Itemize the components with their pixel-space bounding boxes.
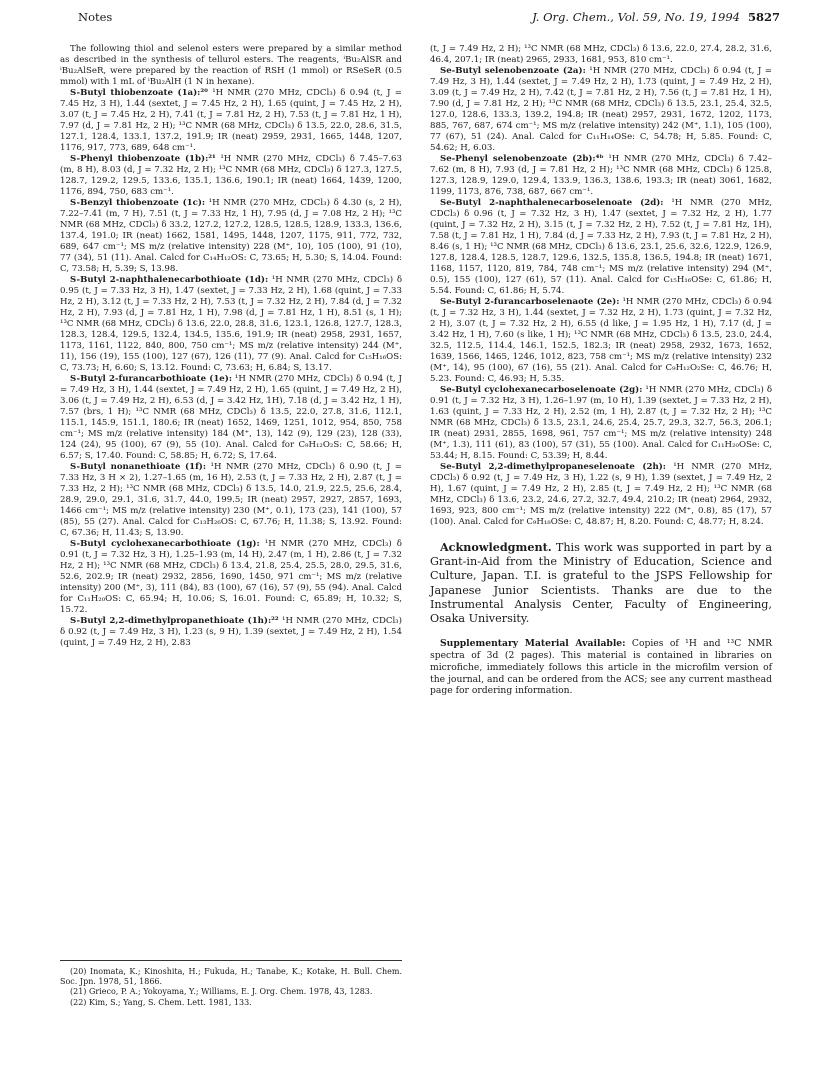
journal-citation <box>532 10 780 24</box>
compound-data: ¹H NMR (270 MHz, CDCl₃) δ 0.91 (t, J = 7.32 Hz, 3 H), 1.25–1.93 (m, 14 H), 2.47 (m, 1 H), 2.86 (t, J = 7.32 Hz, 2 H); ¹³C NMR (68 MHz, CDCl₃) δ 13.4, 21.8, 25.4, 25.5, 28.0, 29.5, 31.6, 52.6, 202.9; IR (neat) 2932, 2856, 1690, 1450, 971 cm⁻¹; MS m/z (relative intensity) 200 (M⁺, 3), 111 (84), 83 (100), 67 (16), 57 (9), 55 (94). Anal. Calcd for C₁₁H₂₀OS: C, 65.94; H, 10.06; S, 16.01. Found: C, 65.89; H, 10.32; S, 15.72. <box>60 539 402 615</box>
compound-data: ¹H NMR (270 MHz, CDCl₃) δ 0.94 (t, J = 7.49 Hz, 3 H), 1.44 (sextet, J = 7.49 Hz, 2 H), 1.65 (quint, J = 7.49 Hz, 2 H), 3.06 (t, J = 7.49 Hz, 2 H), 6.53 (d, J = 3.42 Hz, 1H), 7.18 (d, J = 3.42 Hz, 1 H), 7.57 (brs, 1 H); ¹³C NMR (68 MHz, CDCl₃) δ 13.5, 22.0, 27.8, 31.6, 112.1, 115.1, 145.9, 151.1, 180.6; IR (neat) 1652, 1469, 1251, 1012, 954, 850, 758 cm⁻¹; MS m/z (relative intensity) 184 (M⁺, 13), 142 (9), 129 (23), 128 (33), 124 (24), 95 (100), 67 (9), 55 (10). Anal. Calcd for C₉H₁₂O₂S: C, 58.66; H, 6.57; S, 17.40. Found: C, 58.85; H, 6.72; S, 17.64. <box>60 374 402 461</box>
supplementary-material <box>430 638 772 697</box>
compound-data: ¹H NMR (270 MHz, CDCl₃) δ 0.96 (t, J = 7.32 Hz, 3 H), 1.47 (sextet, J = 7.32 Hz, 2 H), 1.77 (quint, J = 7.32 Hz, 2 H), 3.15 (t, J = 7.32 Hz, 2 H), 7.52 (t, J = 7.81 Hz, 1H), 7.58 (t, J = 7.81 Hz, 1 H), 7.84 (d, J = 7.33 Hz, 2 H), 7.93 (t, J = 7.81 Hz, 2 H), 8.46 (s, 1 H); ¹³C NMR (68 MHz, CDCl₃) δ 13.6, 23.1, 25.6, 32.6, 122.9, 126.9, 127.8, 128.4, 128.5, 128.7, 129.6, 132.5, 135.8, 136.5, 194.8; IR (neat) 1671, 1168, 1157, 1120, 819, 784, 748 cm⁻¹; MS m/z (relative intensity) 294 (M⁺, 0.5), 155 (100), 127 (61), 57 (11). Anal. Calcd for C₁₅H₁₆OSe: C, 61.86; H, 5.54. Found: C, 61.86; H, 5.74. <box>430 198 773 296</box>
compound-name: S-Butyl 2,2-dimethylpropanethioate (1h):²² <box>70 616 279 626</box>
compound-name: S-Butyl 2-furancarbothioate (1e): <box>70 374 233 384</box>
compound-data: ¹H NMR (270 MHz, CDCl₃) δ 0.92 (t, J = 7.49 Hz, 3 H), 1.22 (s, 9 H), 1.39 (sextet, J = 7.49 Hz, 2 H), 1.67 (quint, J = 7.49 Hz, 2 H), 2.85 (t, J = 7.49 Hz, 2 H); ¹³C NMR (68 MHz, CDCl₃) δ 13.6, 23.2, 24.6, 27.2, 32.7, 49.4, 210.2; IR (neat) 2964, 2932, 1693, 923, 800 cm⁻¹; MS m/z (relative intensity) 222 (M⁺, 0.8), 85 (17), 57 (100). Anal. Calcd for C₉H₁₈OSe: C, 48.87; H, 8.20. Found: C, 48.77; H, 8.24. <box>430 462 772 527</box>
footnote-21: (21) Grieco, P. A.; Yokoyama, Y.; Williams, E. J. Org. Chem. 1978, 43, 1283. <box>70 987 373 997</box>
compound-name: S-Butyl nonanethioate (1f): <box>70 462 207 472</box>
entry-1a <box>60 88 402 154</box>
supplementary-text: Copies of ¹H and ¹³C NMR spectra of 3d (2 pages). This material is contained in libraries on microfiche, immediately follows this article in the microfilm version of the journal, and can be ordered from the ACS; see any current masthead page for ordering information. <box>430 638 772 697</box>
compound-name: S-Phenyl thiobenzoate (1b):²¹ <box>70 154 216 164</box>
entry-2g <box>430 385 772 462</box>
page-header <box>78 6 780 28</box>
compound-name: Se-Butyl cyclohexanecarboselenoate (2g): <box>440 385 643 395</box>
footnotes <box>60 960 402 1008</box>
entry-2a <box>430 66 772 154</box>
right-column <box>430 44 772 697</box>
entry-2e <box>430 297 772 385</box>
footnote-22: (22) Kim, S.; Yang, S. Chem. Lett. 1981, 133. <box>70 997 252 1007</box>
acknowledgment-title: Acknowledgment. <box>440 540 552 554</box>
compound-data: ¹H NMR (270 MHz, CDCl₃) δ 0.92 (t, J = 7.49 Hz, 3 H), 1.23 (s, 9 H), 1.39 (sextet, J = 7.49 Hz, 2 H), 1.54 (quint, J = 7.49 Hz, 2 H), 2.83 <box>60 616 402 648</box>
compound-data: ¹H NMR (270 MHz, CDCl₃) δ 0.91 (t, J = 7.32 Hz, 3 H), 1.26–1.97 (m, 10 H), 1.39 (sextet, J = 7.33 Hz, 2 H), 1.63 (quint, J = 7.33 Hz, 2 H), 2.52 (m, 1 H), 2.87 (t, J = 7.32 Hz, 2 H); ¹³C NMR (68 MHz, CDCl₃) δ 13.5, 23.1, 24.6, 25.4, 25.7, 29.3, 32.7, 56.3, 206.1; IR (neat) 2931, 2855, 1698, 961, 757 cm⁻¹; MS m/z (relative intensity) 248 (M⁺, 1.3), 111 (61), 83 (100), 57 (31), 55 (100). Anal. Calcd for C₁₁H₂₀OSe: C, 53.44; H, 8.15. Found: C, 53.39; H, 8.44. <box>430 385 772 461</box>
entry-1e <box>60 374 402 462</box>
entry-1g <box>60 539 402 616</box>
entry-1d <box>60 275 402 374</box>
section-label: Notes <box>78 10 113 24</box>
entry-2h <box>430 462 772 528</box>
compound-data: ¹H NMR (270 MHz, CDCl₃) δ 0.94 (t, J = 7.49 Hz, 3 H), 1.44 (sextet, J = 7.49 Hz, 2 H), 1.73 (quint, J = 7.49 Hz, 2 H), 3.09 (t, J = 7.49 Hz, 2 H), 7.42 (t, J = 7.81 Hz, 2 H), 7.56 (t, J = 7.81 Hz, 1 H), 7.90 (d, J = 7.81 Hz, 2 H); ¹³C NMR (68 MHz, CDCl₃) δ 13.5, 23.1, 25.4, 32.5, 127.0, 128.6, 133.3, 139.2, 194.8; IR (neat) 2957, 2931, 1672, 1202, 1173, 885, 767, 687, 674 cm⁻¹; MS m/z (relative intensity) 242 (M⁺, 1.1), 105 (100), 77 (67), 51 (24). Anal. Calcd for C₁₁H₁₄OSe: C, 54.78; H, 5.85. Found: C, 54.62; H, 6.03. <box>430 66 772 153</box>
intro-paragraph: The following thiol and selenol esters were prepared by a similar method as described in the synthesis of tellurol esters. The reagents, ⁱBu₂AlSR and ⁱBu₂AlSeR, were prepared by the reaction of RSH (1 mmol) or RSeSeR (0.5 mmol) with 1 mL of ⁱBu₂AlH (1 N in hexane). <box>60 44 402 87</box>
compound-data: ¹H NMR (270 MHz, CDCl₃) δ 7.45–7.63 (m, 8 H), 8.03 (d, J = 7.32 Hz, 2 H); ¹³C NMR (68 MHz, CDCl₃) δ 127.3, 127.5, 128.7, 129.2, 129.5, 133.6, 135.1, 136.6, 190.1; IR (neat) 1664, 1439, 1200, 1176, 894, 750, 683 cm⁻¹. <box>60 154 402 197</box>
acknowledgment <box>430 540 772 626</box>
supplementary-title: Supplementary Material Available: <box>440 638 626 650</box>
compound-name: Se-Butyl selenobenzoate (2a): <box>440 66 586 76</box>
entry-2d <box>430 198 772 297</box>
page-number: 5827 <box>747 10 780 24</box>
compound-data: ¹H NMR (270 MHz, CDCl₃) δ 0.94 (t, J = 7.32 Hz, 3 H), 1.44 (sextet, J = 7.32 Hz, 2 H), 1.73 (quint, J = 7.32 Hz, 2 H), 3.07 (t, J = 7.32 Hz, 2 H), 6.55 (d like, J = 1.95 Hz, 1 H), 7.17 (d, J = 3.42 Hz, 1 H), 7.60 (s like, 1 H); ¹³C NMR (68 MHz, CDCl₃) δ 13.5, 23.0, 24.4, 32.5, 112.5, 114.4, 146.1, 152.5, 182.3; IR (neat) 2958, 2932, 1673, 1652, 1639, 1566, 1465, 1246, 1012, 823, 758 cm⁻¹; MS m/z (relative intensity) 232 (M⁺, 14), 95 (100), 67 (16), 55 (21). Anal. Calcd for C₉H₁₂O₂Se: C, 46.76; H, 5.23. Found: C, 46.93; H, 5.35. <box>430 297 772 384</box>
compound-name: S-Butyl thiobenzoate (1a):²⁰ <box>70 88 208 98</box>
compound-data: ¹H NMR (270 MHz, CDCl₃) δ 7.42–7.62 (m, 8 H), 7.93 (d, J = 7.81 Hz, 2 H); ¹³C NMR (68 MHz, CDCl₃) δ 125.8, 127.3, 128.9, 129.0, 129.4, 133.9, 136.3, 138.6, 193.3; IR (neat) 3061, 1682, 1199, 1173, 876, 738, 687, 667 cm⁻¹. <box>430 154 772 197</box>
entry-1f <box>60 462 402 539</box>
compound-data: ¹H NMR (270 MHz, CDCl₃) δ 0.95 (t, J = 7.33 Hz, 3 H), 1.47 (sextet, J = 7.33 Hz, 2 H), 1.68 (quint, J = 7.33 Hz, 2 H), 3.12 (t, J = 7.33 Hz, 2 H), 7.53 (t, J = 7.32 Hz, 2 H), 7.84 (d, J = 7.32 Hz, 2 H), 7.93 (d, J = 7.81 Hz, 1 H), 7.98 (d, J = 7.81 Hz, 1 H), 8.51 (s, 1 H); ¹³C NMR (68 MHz, CDCl₃) δ 13.6, 22.0, 28.8, 31.6, 123.1, 126.8, 127.7, 128.3, 128.3, 128.4, 129.5, 132.4, 134.5, 135.6, 191.9; IR (neat) 2958, 2931, 1657, 1173, 1161, 1122, 840, 800, 750 cm⁻¹; MS m/z (relative intensity) 244 (M⁺, 11), 156 (19), 155 (100), 127 (67), 126 (11), 77 (9). Anal. Calcd for C₁₅H₁₆OS: C, 73.73; H, 6.60; S, 13.12. Found: C, 73.63; H, 6.84; S, 13.17. <box>60 275 402 373</box>
compound-name: S-Butyl 2-naphthalenecarbothioate (1d): <box>70 275 269 285</box>
left-column <box>60 44 402 649</box>
compound-data: ¹H NMR (270 MHz, CDCl₃) δ 0.94 (t, J = 7.45 Hz, 3 H), 1.44 (sextet, J = 7.45 Hz, 2 H), 1.65 (quint, J = 7.45 Hz, 2 H), 3.07 (t, J = 7.45 Hz, 2 H), 7.41 (t, J = 7.81 Hz, 2 H), 7.53 (t, J = 7.81 Hz, 1 H), 7.97 (d, J = 7.81 Hz, 2 H); ¹³C NMR (68 MHz, CDCl₃) δ 13.5, 22.0, 28.6, 31.5, 127.1, 128.4, 133.1, 137.2, 191.9; IR (neat) 2959, 2931, 1665, 1448, 1207, 1176, 917, 773, 689, 648 cm⁻¹. <box>60 88 403 153</box>
entry-1h <box>60 616 402 649</box>
continuation-paragraph: (t, J = 7.49 Hz, 2 H); ¹³C NMR (68 MHz, CDCl₃) δ 13.6, 22.0, 27.4, 28.2, 31.6, 46.4, 207.1; IR (neat) 2965, 2933, 1681, 953, 810 cm⁻¹. <box>430 44 772 65</box>
journal-name: J. Org. Chem., Vol. 59, No. 19, 1994 <box>532 10 740 24</box>
compound-name: S-Benzyl thiobenzoate (1c): <box>70 198 206 208</box>
compound-name: Se-Butyl 2,2-dimethylpropaneselenoate (2h): <box>440 462 666 472</box>
footnote-divider <box>60 960 402 961</box>
entry-1b <box>60 154 402 198</box>
compound-name: Se-Phenyl selenobenzoate (2b):⁴ᵇ <box>440 154 604 164</box>
entry-1c <box>60 198 402 275</box>
compound-name: Se-Butyl 2-furancarboselenaote (2e): <box>440 297 620 307</box>
entry-2b <box>430 154 772 198</box>
footnote-20: (20) Inomata, K.; Kinoshita, H.; Fukuda, H.; Tanabe, K.; Kotake, H. Bull. Chem. Soc. Jpn. 1978, 51, 1866. <box>60 967 402 987</box>
compound-name: S-Butyl cyclohexanecarbothioate (1g): <box>70 539 260 549</box>
compound-data: ¹H NMR (270 MHz, CDCl₃) δ 4.30 (s, 2 H), 7.22–7.41 (m, 7 H), 7.51 (t, J = 7.33 Hz, 1 H), 7.95 (d, J = 7.08 Hz, 2 H); ¹³C NMR (68 MHz, CDCl₃) δ 33.2, 127.2, 127.2, 128.5, 128.5, 128.9, 133.3, 136.6, 137.4, 191.0; IR (neat) 1662, 1581, 1495, 1448, 1207, 1175, 911, 772, 732, 689, 647 cm⁻¹; MS m/z (relative intensity) 228 (M⁺, 10), 105 (100), 91 (10), 77 (34), 51 (11). Anal. Calcd for C₁₄H₁₂OS: C, 73.65; H, 5.30; S, 14.04. Found: C, 73.58; H, 5.39; S, 13.98. <box>60 198 402 274</box>
acknowledgment-text: This work was supported in part by a Grant-in-Aid from the Ministry of Education, Science and Culture, Japan. T.I. is grateful to the JSPS Fellowship for Japanese Junior Scientists. Thanks are due to the Instrumental Analysis Center, Faculty of Engineering, Osaka University. <box>430 541 772 626</box>
compound-data: ¹H NMR (270 MHz, CDCl₃) δ 0.90 (t, J = 7.33 Hz, 3 H × 2), 1.27–1.65 (m, 16 H), 2.53 (t, J = 7.33 Hz, 2 H), 2.87 (t, J = 7.33 Hz, 2 H); ¹³C NMR (68 MHz, CDCl₃) δ 13.5, 14.0, 21.9, 22.5, 25.6, 28.4, 28.9, 29.0, 29.1, 31.6, 31.7, 44.0, 199.5; IR (neat) 2957, 2927, 2857, 1693, 1466 cm⁻¹; MS m/z (relative intensity) 230 (M⁺, 0.1), 173 (23), 141 (100), 57 (85), 55 (27). Anal. Calcd for C₁₃H₂₆OS: C, 67.76; H, 11.38; S, 13.92. Found: C, 67.36; H, 11.43; S, 13.90. <box>60 462 402 538</box>
compound-name: Se-Butyl 2-naphthalenecarboselenoate (2d): <box>440 198 664 208</box>
